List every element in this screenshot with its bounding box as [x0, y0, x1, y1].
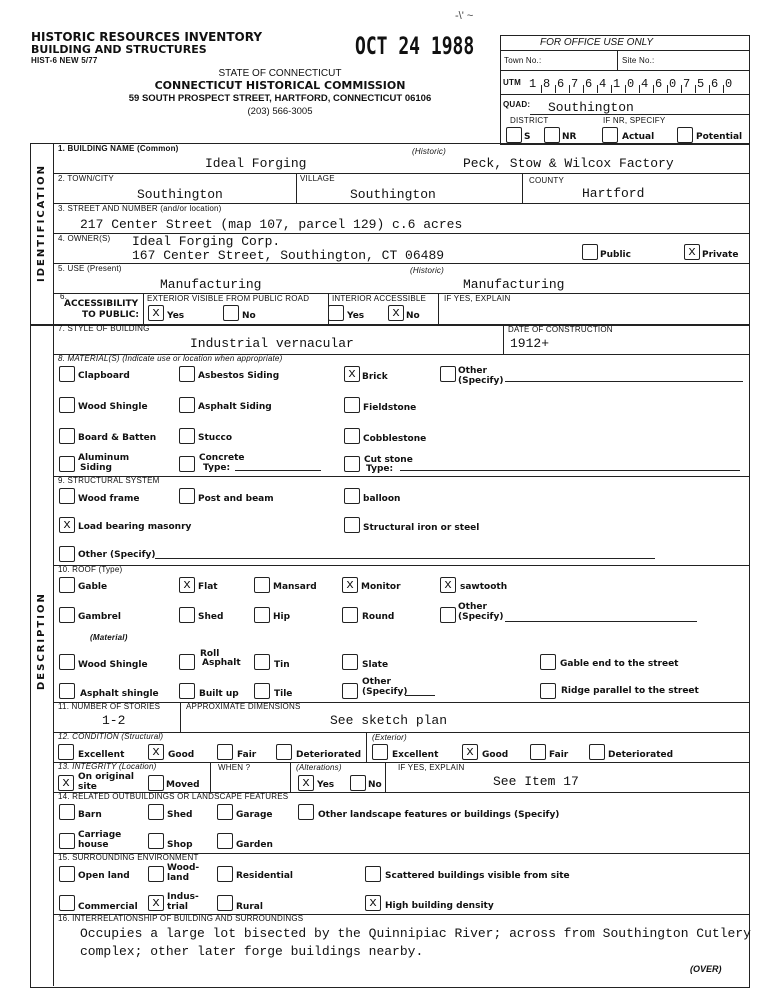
utm-digit: 4 — [599, 77, 607, 91]
utm-digit: 0 — [627, 77, 635, 91]
cut-stone-type-label: Type: — [366, 464, 394, 474]
quad-value: Southington — [548, 100, 634, 115]
when-label: WHEN ? — [218, 763, 251, 772]
on-original-label: On original — [78, 772, 134, 782]
f11-label: 11. NUMBER OF STORIES — [58, 702, 161, 711]
district-nr-label: NR — [562, 132, 577, 142]
utm-digit: 0 — [725, 77, 733, 91]
post-beam-checkbox[interactable] — [179, 488, 195, 504]
high-density-checkbox[interactable]: x — [365, 895, 381, 911]
nr-specify-label: IF NR, SPECIFY — [603, 116, 666, 125]
on-original-site-checkbox[interactable]: x — [58, 775, 74, 791]
office-title: FOR OFFICE USE ONLY — [540, 37, 653, 48]
potential-label: Potential — [696, 132, 743, 142]
f9-label: 9. STRUCTURAL SYSTEM — [58, 476, 160, 485]
int-no-label: No — [406, 311, 420, 321]
county-value: Hartford — [582, 186, 645, 201]
building-name-historic: Peck, Stow & Wilcox Factory — [463, 156, 674, 171]
utm-digit: 0 — [669, 77, 677, 91]
int-access-label: INTERIOR ACCESSIBLE — [332, 294, 427, 303]
style-value: Industrial vernacular — [190, 336, 354, 351]
struct-good-checkbox[interactable]: x — [148, 744, 164, 760]
struct-fair-label: Fair — [237, 750, 257, 760]
fieldstone-checkbox[interactable] — [344, 397, 360, 413]
post-beam-label: Post and beam — [198, 494, 274, 504]
ext-good-label: Good — [482, 750, 509, 760]
town-no-label: Town No.: — [504, 56, 542, 65]
date-value: 1912+ — [510, 336, 550, 351]
struct-excellent-label: Excellent — [78, 750, 125, 760]
owner-private-checkbox[interactable]: x — [684, 244, 700, 260]
asphalt-siding-checkbox[interactable] — [179, 397, 195, 413]
wood-shingle-roof-checkbox[interactable] — [59, 654, 75, 670]
gambrel-label: Gambrel — [78, 612, 121, 622]
flat-checkbox[interactable]: x — [179, 577, 195, 593]
concrete-checkbox[interactable] — [179, 456, 195, 472]
form-subtitle: BUILDING AND STRUCTURES — [31, 43, 207, 56]
state-name: STATE OF CONNECTICUT — [218, 68, 342, 79]
f5-label: 5. USE (Present) — [58, 264, 122, 273]
other-roof-label: Other — [458, 602, 487, 612]
other-label: Other — [458, 366, 487, 376]
f4-label: 4. OWNER(S) — [58, 234, 111, 243]
ext-yes-checkbox[interactable]: x — [148, 305, 164, 321]
owner-address: 167 Center Street, Southington, CT 06489 — [132, 248, 445, 263]
handwritten-mark: -\' ~ — [455, 10, 474, 22]
cobblestone-checkbox[interactable] — [344, 428, 360, 444]
utm-digit: 6 — [711, 77, 719, 91]
quad-label: QUAD: — [503, 100, 531, 109]
alterations-label: (Alterations) — [296, 763, 342, 772]
f6-num: 6. — [60, 292, 68, 301]
stucco-label: Stucco — [198, 433, 233, 443]
asbestos-label: Asbestos Siding — [198, 371, 280, 381]
carriage-house-checkbox[interactable] — [59, 833, 75, 849]
high-density-label: High building density — [385, 901, 494, 911]
house-label: house — [78, 840, 109, 850]
woodland-checkbox[interactable] — [148, 866, 164, 882]
date-label: DATE OF CONSTRUCTION — [508, 325, 613, 334]
utm-digit: 6 — [585, 77, 593, 91]
ext-fair-checkbox[interactable] — [530, 744, 546, 760]
barn-label: Barn — [78, 810, 102, 820]
owner-public-label: Public — [600, 250, 631, 260]
owner-name: Ideal Forging Corp. — [132, 234, 281, 249]
ext-no-label: No — [242, 311, 256, 321]
round-label: Round — [362, 612, 395, 622]
access-explain-label: IF YES, EXPLAIN — [444, 294, 511, 303]
garage-checkbox[interactable] — [217, 804, 233, 820]
district-s-label: S — [524, 132, 531, 142]
gable-checkbox[interactable] — [59, 577, 75, 593]
other-material-checkbox[interactable] — [440, 366, 456, 382]
tile-label: Tile — [274, 689, 293, 699]
open-land-checkbox[interactable] — [59, 866, 75, 882]
description-label: DESCRIPTION — [36, 592, 47, 690]
clapboard-checkbox[interactable] — [59, 366, 75, 382]
struct-deteriorated-label: Deteriorated — [296, 750, 362, 760]
f5-historic-label: (Historic) — [410, 266, 444, 275]
clapboard-label: Clapboard — [78, 371, 130, 381]
roof-material-label: (Material) — [90, 633, 128, 642]
f3-label: 3. STREET AND NUMBER (and/or location) — [58, 204, 222, 213]
barn-checkbox[interactable] — [59, 804, 75, 820]
slate-label: Slate — [362, 660, 389, 670]
other-structural-checkbox[interactable] — [59, 546, 75, 562]
built-up-checkbox[interactable] — [179, 683, 195, 699]
village-label: VILLAGE — [300, 174, 335, 183]
utm-digit: 1 — [613, 77, 621, 91]
tin-checkbox[interactable] — [254, 654, 270, 670]
f7-label: 7. STYLE OF BUILDING — [58, 324, 150, 333]
ext-deteriorated-checkbox[interactable] — [589, 744, 605, 760]
moved-checkbox[interactable] — [148, 775, 164, 791]
f1-label: 1. BUILDING NAME (Common) — [58, 144, 179, 153]
shed-label: Shed — [198, 612, 224, 622]
indus-label: Indus- — [167, 892, 199, 902]
sawtooth-label: sawtooth — [460, 582, 508, 592]
wood-frame-checkbox[interactable] — [59, 488, 75, 504]
mansard-checkbox[interactable] — [254, 577, 270, 593]
building-name-common: Ideal Forging — [205, 156, 307, 171]
other-roof-material-specify: (Specify) — [362, 687, 408, 697]
mansard-label: Mansard — [273, 582, 317, 592]
wood-shingle-roof-label: Wood Shingle — [78, 660, 148, 670]
wood-frame-label: Wood frame — [78, 494, 140, 504]
f13-label: 13. INTEGRITY (Location) — [58, 762, 157, 771]
form-title: HISTORIC RESOURCES INVENTORY — [31, 30, 263, 44]
woodland-label: Wood- — [167, 863, 200, 873]
monitor-label: Monitor — [361, 582, 401, 592]
asphalt-label: Asphalt — [202, 658, 241, 668]
ridge-parallel-checkbox[interactable] — [540, 683, 556, 699]
structural-iron-label: Structural iron or steel — [363, 523, 480, 533]
shop-checkbox[interactable] — [148, 833, 164, 849]
alter-no-label: No — [368, 780, 382, 790]
f6-label-2: TO PUBLIC: — [82, 310, 139, 320]
f12-ext-label: (Exterior) — [372, 733, 407, 742]
asphalt-siding-label: Asphalt Siding — [198, 402, 272, 412]
date-stamp: OCT 24 1988 — [355, 32, 475, 60]
scattered-buildings-checkbox[interactable] — [365, 866, 381, 882]
struct-excellent-checkbox[interactable] — [58, 744, 74, 760]
use-historic: Manufacturing — [463, 277, 565, 292]
load-bearing-label: Load bearing masonry — [78, 522, 192, 532]
struct-good-label: Good — [168, 750, 195, 760]
stucco-checkbox[interactable] — [179, 428, 195, 444]
gable-label: Gable — [78, 582, 108, 592]
asphalt-shingle-checkbox[interactable] — [59, 683, 75, 699]
utm-digit: 4 — [641, 77, 649, 91]
form-id: HIST-6 NEW 5/77 — [31, 56, 98, 65]
utm-digit: 5 — [697, 77, 705, 91]
wood-shingle-checkbox[interactable] — [59, 397, 75, 413]
aluminum-label: Aluminum — [78, 453, 130, 463]
district-s-checkbox[interactable] — [506, 127, 522, 143]
utm-digit: 6 — [655, 77, 663, 91]
land-label: land — [167, 873, 190, 883]
struct-deteriorated-checkbox[interactable] — [276, 744, 292, 760]
utm-label: UTM — [503, 78, 521, 87]
other-roof-material-label: Other — [362, 677, 391, 687]
shop-label: Shop — [167, 840, 193, 850]
potential-checkbox[interactable] — [677, 127, 693, 143]
asbestos-siding-checkbox[interactable] — [179, 366, 195, 382]
moved-label: Moved — [166, 780, 200, 790]
hip-checkbox[interactable] — [254, 607, 270, 623]
fieldstone-label: Fieldstone — [363, 403, 417, 413]
cut-stone-label: Cut stone — [364, 455, 413, 465]
industrial-checkbox[interactable]: x — [148, 895, 164, 911]
specify-label: (Specify) — [458, 376, 504, 386]
concrete-label: Concrete — [199, 453, 245, 463]
alter-no-checkbox[interactable] — [350, 775, 366, 791]
ext-no-checkbox[interactable] — [223, 305, 239, 321]
cut-stone-checkbox[interactable] — [344, 456, 360, 472]
owner-private-label: Private — [702, 250, 739, 260]
residential-label: Residential — [236, 871, 293, 881]
site-no-label: Site No.: — [622, 56, 655, 65]
use-present: Manufacturing — [160, 277, 262, 292]
other-roof-specify: (Specify) — [458, 612, 504, 622]
stories-value: 1-2 — [102, 713, 126, 728]
siding-label: Siding — [80, 463, 112, 473]
slate-checkbox[interactable] — [342, 654, 358, 670]
garage-label: Garage — [236, 810, 273, 820]
ext-excellent-label: Excellent — [392, 750, 439, 760]
int-yes-label: Yes — [347, 311, 365, 321]
actual-label: Actual — [622, 132, 655, 142]
roll-asphalt-checkbox[interactable] — [179, 654, 195, 670]
f16-label: 16. INTERRELATIONSHIP OF BUILDING AND SURROUNDINGS — [58, 914, 304, 923]
sawtooth-checkbox[interactable]: x — [440, 577, 456, 593]
tin-label: Tin — [274, 660, 290, 670]
round-checkbox[interactable] — [342, 607, 358, 623]
alter-explain-label: IF YES, EXPLAIN — [398, 763, 465, 772]
garden-label: Garden — [236, 840, 273, 850]
int-no-checkbox[interactable]: x — [388, 305, 404, 321]
interrelationship-line1: Occupies a large lot bisected by the Quinnipiac River; across from Southington Cutlery — [80, 926, 751, 941]
f2-label: 2. TOWN/CITY — [58, 174, 114, 183]
monitor-checkbox[interactable]: x — [342, 577, 358, 593]
carriage-label: Carriage — [78, 830, 122, 840]
town-value: Southington — [137, 187, 223, 202]
f8-label: 8. MATERIAL(S) (Indicate use or location when appropriate) — [58, 354, 283, 363]
ext-fair-label: Fair — [549, 750, 569, 760]
shed-out-checkbox[interactable] — [148, 804, 164, 820]
garden-checkbox[interactable] — [217, 833, 233, 849]
gable-end-label: Gable end to the street — [560, 659, 679, 669]
int-yes-checkbox[interactable] — [328, 305, 344, 321]
dimensions-value: See sketch plan — [330, 713, 448, 728]
owner-public-checkbox[interactable] — [582, 244, 598, 260]
open-land-label: Open land — [78, 871, 130, 881]
brick-checkbox[interactable]: x — [344, 366, 360, 382]
commission-address: 59 SOUTH PROSPECT STREET, HARTFORD, CONNECTICUT 06106 — [128, 93, 432, 104]
street-value: 217 Center Street (map 107, parcel 129) c.6 acres — [80, 217, 463, 232]
site-label: site — [78, 782, 97, 792]
f15-label: 15. SURROUNDING ENVIRONMENT — [58, 853, 199, 862]
alter-yes-checkbox[interactable]: x — [298, 775, 314, 791]
utm-digit: 1 — [529, 77, 537, 91]
ridge-parallel-label: Ridge parallel to the street — [561, 686, 699, 696]
load-bearing-checkbox[interactable]: x — [59, 517, 75, 533]
cobblestone-label: Cobblestone — [363, 434, 427, 444]
ext-good-checkbox[interactable]: x — [462, 744, 478, 760]
hip-label: Hip — [273, 612, 291, 622]
shed-checkbox[interactable] — [179, 607, 195, 623]
village-value: Southington — [350, 187, 436, 202]
utm-digit: 6 — [557, 77, 565, 91]
balloon-label: balloon — [363, 494, 401, 504]
balloon-checkbox[interactable] — [344, 488, 360, 504]
utm-digit: 7 — [683, 77, 691, 91]
ext-deteriorated-label: Deteriorated — [608, 750, 674, 760]
alter-explain-value: See Item 17 — [493, 774, 579, 789]
f14-label: 14. RELATED OUTBUILDINGS OR LANDSCAPE FEATURES — [58, 792, 289, 801]
asphalt-shingle-label: Asphalt shingle — [80, 689, 159, 699]
utm-digit: 8 — [543, 77, 551, 91]
commission-phone: (203) 566-3005 — [247, 106, 313, 117]
commission-name: CONNECTICUT HISTORICAL COMMISSION — [154, 79, 406, 92]
rural-checkbox[interactable] — [217, 895, 233, 911]
shed-out-label: Shed — [167, 810, 193, 820]
commercial-label: Commercial — [78, 902, 138, 912]
other-landscape-checkbox[interactable] — [298, 804, 314, 820]
structural-iron-checkbox[interactable] — [344, 517, 360, 533]
other-material-roof-checkbox[interactable] — [342, 683, 358, 699]
concrete-type-label: Type: — [203, 463, 231, 473]
f12-label: 12. CONDITION (Structural) — [58, 732, 164, 741]
trial-label: trial — [167, 902, 188, 912]
brick-label: Brick — [362, 372, 388, 382]
ext-yes-label: Yes — [167, 311, 185, 321]
actual-checkbox[interactable] — [602, 127, 618, 143]
aluminum-siding-checkbox[interactable] — [59, 456, 75, 472]
commercial-checkbox[interactable] — [59, 895, 75, 911]
wood-shingle-label: Wood Shingle — [78, 402, 148, 412]
f1-historic-label: (Historic) — [412, 147, 446, 156]
other-structural-label: Other (Specify) — [78, 550, 156, 560]
residential-checkbox[interactable] — [217, 866, 233, 882]
other-roof-checkbox[interactable] — [440, 607, 456, 623]
roll-label: Roll — [200, 649, 220, 659]
gable-end-checkbox[interactable] — [540, 654, 556, 670]
identification-label: IDENTIFICATION — [36, 163, 47, 282]
district-label: DISTRICT — [510, 116, 549, 125]
f6-label: ACCESSIBILITY — [64, 299, 139, 309]
flat-label: Flat — [198, 582, 218, 592]
dimensions-label: APPROXIMATE DIMENSIONS — [186, 702, 301, 711]
interrelationship-line2: complex; other later forge buildings nearby. — [80, 944, 424, 959]
f10-label: 10. ROOF (Type) — [58, 565, 123, 574]
scattered-label: Scattered buildings visible from site — [385, 871, 570, 881]
over-note: (OVER) — [690, 964, 722, 974]
rural-label: Rural — [236, 902, 263, 912]
ext-excellent-checkbox[interactable] — [372, 744, 388, 760]
county-label: COUNTY — [529, 176, 564, 185]
board-batten-checkbox[interactable] — [59, 428, 75, 444]
other-landscape-label: Other landscape features or buildings (Specify) — [318, 810, 560, 820]
district-nr-checkbox[interactable] — [544, 127, 560, 143]
alter-yes-label: Yes — [317, 780, 335, 790]
built-up-label: Built up — [199, 689, 239, 699]
struct-fair-checkbox[interactable] — [217, 744, 233, 760]
utm-digit: 7 — [571, 77, 579, 91]
ext-visible-label: EXTERIOR VISIBLE FROM PUBLIC ROAD — [147, 294, 310, 303]
tile-checkbox[interactable] — [254, 683, 270, 699]
board-batten-label: Board & Batten — [78, 433, 157, 443]
gambrel-checkbox[interactable] — [59, 607, 75, 623]
